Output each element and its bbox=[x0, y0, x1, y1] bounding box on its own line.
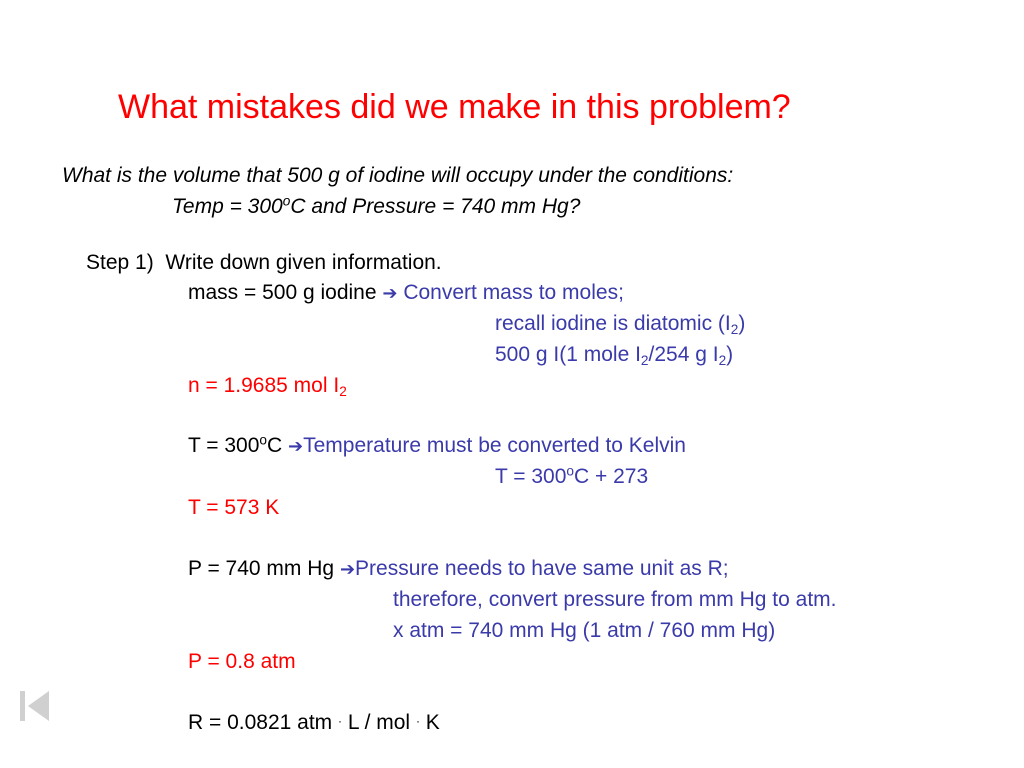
multiply-dot: · bbox=[338, 713, 343, 728]
gas-constant bbox=[188, 712, 440, 733]
multiply-dot: · bbox=[415, 713, 420, 728]
pressure-note: Pressure needs to have same unit as R; bbox=[355, 557, 729, 580]
temp-calc-a: T = 300 bbox=[495, 465, 567, 488]
recall-text: recall iodine is diatomic (I bbox=[495, 312, 731, 335]
mass-given: mass = 500 g iodine bbox=[188, 281, 377, 304]
mass-recall bbox=[495, 312, 746, 338]
temp-line bbox=[188, 432, 686, 457]
temp-given-b: C bbox=[267, 434, 283, 457]
mass-note: Convert mass to moles; bbox=[403, 281, 624, 304]
first-slide-button[interactable] bbox=[18, 689, 52, 723]
mass-result-sub: 2 bbox=[339, 384, 347, 400]
gas-constant-a: R = 0.0821 atm bbox=[188, 711, 333, 734]
question-line-1: What is the volume that 500 g of iodine will occupy under the conditions: bbox=[62, 164, 734, 187]
calc-c: ) bbox=[726, 343, 734, 366]
gas-constant-c: K bbox=[419, 711, 440, 734]
calc-b: /254 g I bbox=[648, 343, 719, 366]
arrow-icon: ➔ bbox=[339, 559, 356, 580]
recall-close: ) bbox=[738, 312, 746, 335]
temp-given bbox=[188, 434, 282, 457]
slide-title: What mistakes did we make in this problem? bbox=[118, 88, 791, 126]
calc-a: 500 g I(1 mole I bbox=[495, 343, 641, 366]
temp-calc-b: C + 273 bbox=[574, 465, 649, 488]
temp-given-a: T = 300 bbox=[188, 434, 260, 457]
mass-calc bbox=[495, 343, 734, 369]
temp-result: T = 573 K bbox=[188, 496, 280, 519]
question-temp: Temp = 300 bbox=[172, 195, 283, 218]
arrow-icon: ➔ bbox=[288, 436, 304, 457]
mass-result-text: n = 1.9685 mol I bbox=[188, 374, 340, 397]
temp-calc-deg: o bbox=[566, 463, 575, 479]
pressure-result: P = 0.8 atm bbox=[188, 650, 296, 673]
calc-sub1: 2 bbox=[640, 353, 649, 369]
step-heading bbox=[86, 252, 442, 273]
question-rest: C and Pressure = 740 mm Hg? bbox=[290, 195, 581, 218]
pressure-calc: x atm = 740 mm Hg (1 atm / 760 mm Hg) bbox=[393, 619, 776, 642]
gas-constant-b: L / mol bbox=[342, 711, 416, 734]
first-slide-icon bbox=[18, 689, 52, 723]
degree-sup: o bbox=[282, 193, 291, 209]
mass-result bbox=[188, 374, 347, 400]
temp-deg: o bbox=[259, 432, 268, 448]
mass-line bbox=[188, 282, 624, 303]
step-text: Write down given information. bbox=[165, 251, 442, 274]
pressure-given: P = 740 mm Hg bbox=[188, 557, 335, 580]
pressure-line bbox=[188, 558, 729, 579]
temp-calc bbox=[495, 463, 649, 488]
arrow-icon: ➔ bbox=[382, 283, 398, 304]
pressure-note-2: therefore, convert pressure from mm Hg to atm. bbox=[393, 588, 837, 611]
step-label: Step 1) bbox=[86, 251, 154, 274]
question-line-2 bbox=[172, 193, 581, 218]
temp-note: Temperature must be converted to Kelvin bbox=[303, 434, 686, 457]
recall-sub: 2 bbox=[730, 322, 739, 338]
calc-sub2: 2 bbox=[718, 353, 727, 369]
